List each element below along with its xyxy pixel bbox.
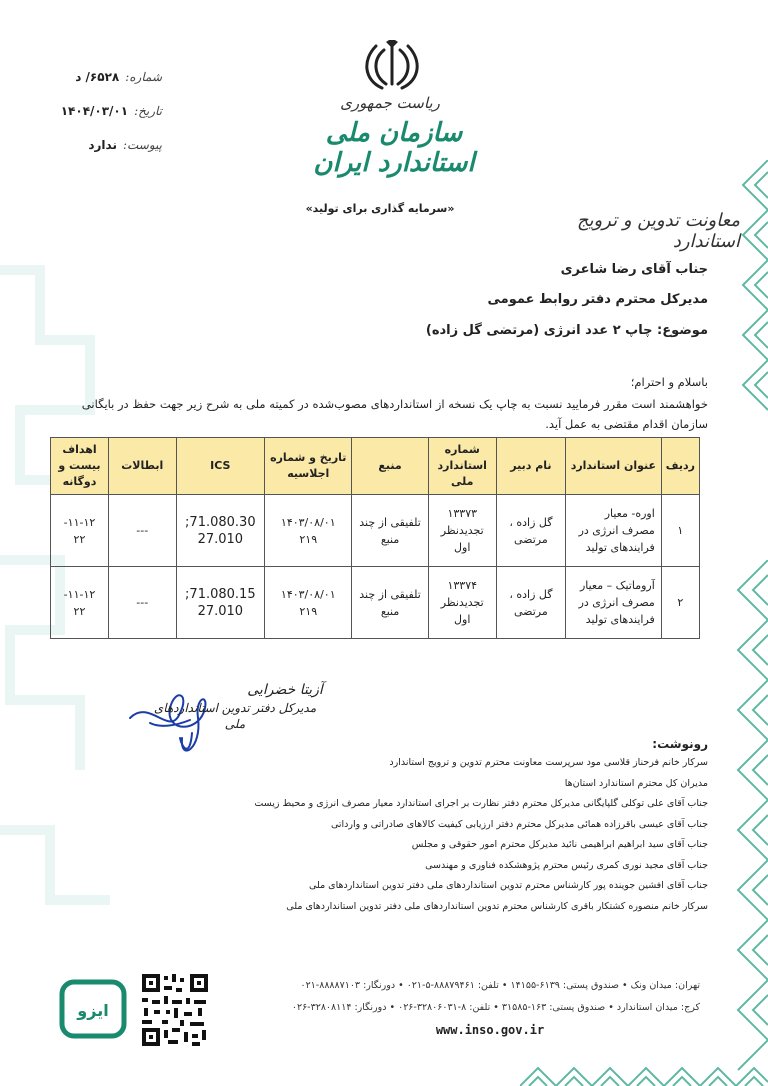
table-row (51, 495, 700, 567)
date-label: تاریخ: (134, 104, 162, 118)
letter-number (62, 70, 162, 84)
presidency-label: ریاست جمهوری (340, 94, 440, 112)
cc-item: جناب آقای افشین جوینده پور کارشناس محترم تدوین استانداردهای ملی دفتر تدوین استانداردهای ملی (309, 880, 708, 891)
cc-item: جناب آقای مجید نوری کمری رئیس محترم پژوهشکده فناوری و مهندسی (425, 859, 708, 871)
header-ics: ICS (176, 438, 265, 495)
letter-attachment (62, 138, 162, 152)
addressee-position: مدیرکل محترم دفتر روابط عمومی (487, 292, 708, 307)
border-pattern-top (718, 160, 768, 420)
cell-title: اوره- معیار مصرف انرژی در فرایندهای تولید (565, 495, 661, 567)
letter-date (62, 104, 162, 118)
number-value: ۶۵۲۸/ د (75, 70, 120, 84)
table-header-row (51, 438, 700, 495)
border-pattern-bottom (718, 560, 768, 1086)
cell-meeting: ۱۴۰۳/۰۸/۰۱ ۲۱۹ (265, 567, 352, 639)
cell-cancellations: --- (108, 495, 176, 567)
cc-item: جناب آقای علی توکلی گلپایگانی مدیرکل محترم دفتر نظارت بر اجرای استاندارد معیار مصرف انرژی و محیط زیست (254, 798, 708, 809)
cell-goals: ۱۱-۱۲- ۲۲ (51, 567, 109, 639)
cc-item: سرکار خانم فرحناز قلاسی مود سرپرست معاونت محترم تدوین و ترویج استاندارد (389, 757, 708, 768)
cc-title: رونوشت: (652, 737, 708, 751)
inso-logo-icon (58, 978, 128, 1040)
footer-address-karaj: کرج: میدان استاندارد • صندوق پستی: ۱۶۳-۳۱۵۸۵ • تلفن: ۸-۳۲۸۰۶۰۳۱-۰۲۶ • دورنگار: ۳۲۸۰۸۱۱۴-۰۲۶ (291, 1002, 700, 1013)
cc-item: جناب آقای سید ابراهیم ابراهیمی نائید مدیرکل محترم امور حقوقی و مجلس (411, 839, 708, 850)
header-cancellations: ابطالات (108, 438, 176, 495)
deputy-title: معاونت تدوین و ترویج استاندارد (576, 210, 740, 252)
standards-table (50, 437, 700, 639)
header-number: شماره استاندارد ملی (428, 438, 496, 495)
cell-meeting: ۱۴۰۳/۰۸/۰۱ ۲۱۹ (265, 495, 352, 567)
header-goals: اهداف بیست و دوگانه (51, 438, 109, 495)
signer-name: آزیتا خضرایی (247, 682, 323, 698)
addressee-name: جناب آقای رضا شاعری (560, 262, 708, 277)
date-value: ۱۴۰۴/۰۳/۰۱ (60, 104, 129, 118)
cell-row-number: ۱ (661, 495, 699, 567)
border-pattern-footer (520, 1050, 768, 1086)
cell-number: ۱۳۳۷۳ تجدیدنظر اول (428, 495, 496, 567)
header-meeting: تاریخ و شماره اجلاسیه (265, 438, 352, 495)
header-secretary: نام دبیر (496, 438, 565, 495)
header-row-number: ردیف (661, 438, 699, 495)
signer-title: مدیرکل دفتر تدوین استانداردهای ملی (153, 701, 317, 731)
cell-ics: 71.080.30; 27.010 (176, 495, 265, 567)
number-label: شماره: (125, 70, 162, 84)
table-row (51, 567, 700, 639)
cell-ics: 71.080.15; 27.010 (176, 567, 265, 639)
cell-cancellations: --- (108, 567, 176, 639)
cell-secretary: گل زاده ، مرتضی (496, 495, 565, 567)
letter-subject: موضوع: چاپ ۲ عدد انرژی (مرتضی گل زاده) (425, 323, 708, 338)
greeting: باسلام و احترام؛ (630, 375, 708, 389)
organization-name: سازمان ملی استاندارد ایران (313, 118, 475, 178)
cell-source: تلفیقی از چند منبع (352, 567, 428, 639)
website-link[interactable]: www.inso.gov.ir (435, 1023, 545, 1037)
iran-emblem-icon (362, 40, 422, 92)
qr-code-icon (140, 972, 210, 1048)
cc-item: سرکار خانم منصوره کشتکار باقری کارشناس محترم تدوین استانداردهای ملی دفتر تدوین استانداردهای ملی (286, 900, 708, 912)
footer-address-tehran: تهران: میدان ونک • صندوق پستی: ۶۱۳۹-۱۴۱۵۵ • تلفن: ۸۸۸۷۹۴۶۱-۵-۰۲۱ • دورنگار: ۸۸۸۸۷۱۰۳-۰۲۱ (300, 980, 700, 991)
cell-source: تلفیقی از چند منبع (352, 495, 428, 567)
body-paragraph: خواهشمند است مقرر فرمایید نسبت به چاپ یک نسخه از استانداردهای مصوب‌شده در کمیته ملی به شرح زیر جهت حفظ در بایگانی سازمان اقدام مقتضی به عمل آید. (81, 397, 708, 431)
cc-item: جناب آقای عیسی باقرزاده همائی مدیرکل محترم دفتر ارزیابی کیفیت کالاهای صادراتی و وارداتی (330, 818, 708, 830)
logo-text: ایزو (77, 1001, 109, 1020)
header-source: منبع (352, 438, 428, 495)
cc-item: مدیران کل محترم استاندارد استان‌ها (564, 777, 708, 789)
cell-row-number: ۲ (661, 567, 699, 639)
cell-number: ۱۳۳۷۴ تجدیدنظر اول (428, 567, 496, 639)
cc-list (108, 753, 708, 917)
cell-title: آروماتیک – معیار مصرف انرژی در فرایندهای تولید (565, 567, 661, 639)
header-title: عنوان استاندارد (565, 438, 661, 495)
attachment-value: ندارد (88, 138, 117, 152)
slogan: «سرمایه گذاری برای تولید» (305, 202, 455, 215)
cell-secretary: گل زاده ، مرتضی (496, 567, 565, 639)
attachment-label: پیوست: (122, 138, 162, 152)
cell-goals: ۱۱-۱۲- ۲۲ (51, 495, 109, 567)
